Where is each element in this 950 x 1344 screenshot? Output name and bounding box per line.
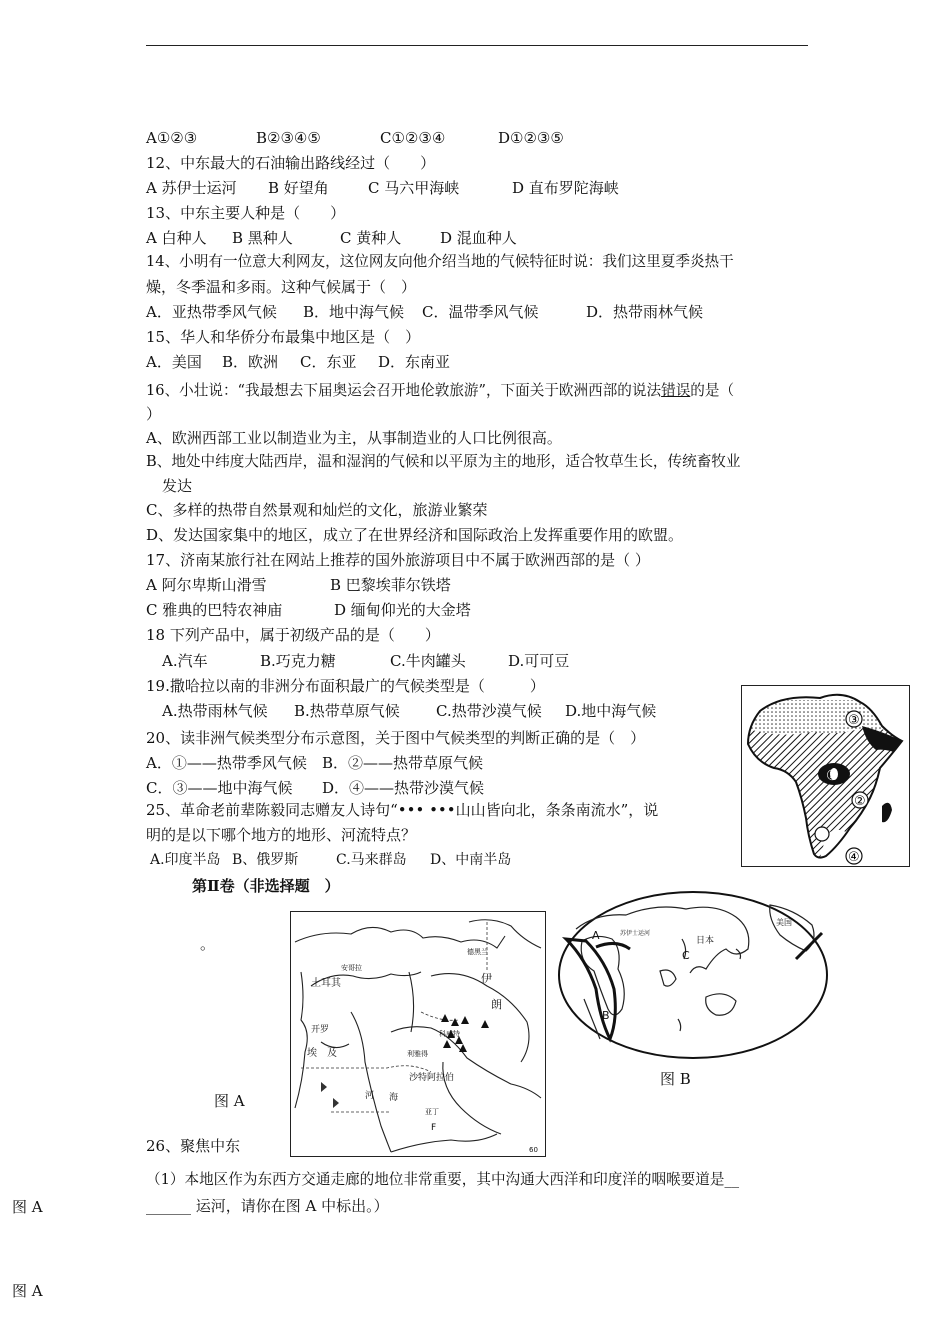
q14-option-a: A．亚热带季风气候 (146, 303, 277, 321)
map-a-label-ankara: 安哥拉 (341, 964, 362, 972)
q25-stem-line1: 25、革命老前辈陈毅同志赠友人诗句“••• •••山山皆向北，条条南流水”，说 (146, 801, 659, 819)
q20-option-d: D．④——热带沙漠气候 (322, 779, 485, 797)
q12-option-a: A 苏伊士运河 (146, 179, 237, 197)
q16-stem-post: 的是（ (690, 382, 735, 399)
africa-label-2: ② (854, 794, 866, 809)
q19-option-d: D.地中海气候 (565, 702, 657, 720)
q15-option-a: A．美国 (146, 353, 202, 371)
q12-stem: 12、中东最大的石油输出路线经过（ ） (146, 154, 436, 172)
q14-stem-line1: 14、小明有一位意大利网友，这位网友向他介绍当地的气候特征时说：我们这里夏季炎热干 (146, 253, 734, 270)
q11-option-c: C①②③④ (380, 129, 446, 147)
q20-stem: 20、读非洲气候类型分布示意图，关于图中气候类型的判断正确的是（ ） (146, 729, 646, 747)
q13-option-d: D 混血种人 (440, 229, 517, 247)
map-a-label-f: F (431, 1123, 437, 1133)
q15-stem: 15、华人和华侨分布最集中地区是（ ） (146, 328, 421, 346)
q17-option-a: A 阿尔卑斯山滑雪 (146, 576, 267, 594)
q18-stem: 18 下列产品中，属于初级产品的是（ ） (146, 626, 440, 644)
q17-option-b: B 巴黎埃菲尔铁塔 (330, 576, 451, 594)
middle-east-map-drawing (291, 912, 545, 1156)
q25-option-b: B、俄罗斯 (232, 852, 299, 868)
map-a-label-sea: 海 (389, 1093, 399, 1103)
header-rule (146, 45, 808, 46)
q20-option-c: C．③——地中海气候 (146, 779, 293, 797)
middle-east-map (290, 911, 546, 1157)
margin-caption-2: 图 A (12, 1282, 43, 1300)
q26-line1: （1）本地区作为东西方交通走廊的地位非常重要，其中沟通大西洋和印度洋的咽喉要道是__ (146, 1171, 740, 1188)
q20-option-b: B．②——热带草原气候 (322, 754, 484, 772)
map-a-label-iran-2: 朗 (491, 998, 502, 1011)
q25-option-d: D、中南半岛 (430, 852, 512, 868)
map-b-label-usa: 美国 (776, 918, 792, 927)
q17-stem: 17、济南某旅行社在网站上推荐的国外旅游项目中不属于欧洲西部的是（ ） (146, 551, 650, 569)
q11-option-d: D①②③⑤ (498, 129, 564, 147)
q14-option-b: B．地中海气候 (303, 303, 405, 321)
q17-option-d: D 缅甸仰光的大金塔 (334, 601, 471, 619)
map-b-label-a: A (592, 929, 600, 942)
fig-b-caption: 图 B (660, 1070, 691, 1088)
q13-option-a: A 白种人 (146, 229, 207, 247)
q19-option-c: C.热带沙漠气候 (436, 702, 542, 720)
q18-option-c: C.牛肉罐头 (390, 652, 466, 670)
q20-option-a: A．①——热带季风气候 (146, 754, 307, 772)
q12-option-c: C 马六甲海峡 (368, 179, 460, 197)
map-b-label-japan: 日本 (696, 936, 715, 946)
q16-stem-line2: ） (146, 405, 162, 423)
q16-stem-underlined: 错误 (661, 382, 691, 399)
map-a-label-saudi: 沙特阿拉伯 (409, 1073, 455, 1083)
stray-mark: 。 (200, 935, 216, 953)
q18-option-a: A.汽车 (162, 652, 208, 670)
q14-option-d: D．热带雨林气候 (586, 303, 704, 321)
map-a-label-turkey: 土耳其 (311, 978, 341, 989)
map-a-label-60: 60 (529, 1146, 538, 1154)
map-b-label-b: B (602, 1009, 610, 1022)
q14-stem-line2: 燥，冬季温和多雨。这种气候属于（ ） (146, 278, 417, 296)
q26-title: 26、聚焦中东 (146, 1137, 241, 1155)
africa-label-4: ④ (848, 850, 860, 865)
map-a-label-cairo: 开罗 (311, 1025, 330, 1035)
q16-stem-pre: 16、小壮说：“我最想去下届奥运会召开地伦敦旅游”，下面关于欧洲西部的说法 (146, 382, 662, 399)
q16-option-b-line2: 发达 (162, 477, 193, 495)
map-a-label-riyadh: 利雅得 (407, 1050, 428, 1058)
q16-option-c: C、多样的热带自然景观和灿烂的文化，旅游业繁荣 (146, 501, 488, 519)
q12-option-b: B 好望角 (268, 179, 329, 197)
world-map (556, 889, 830, 1061)
africa-label-1: ① (826, 768, 839, 784)
margin-caption-1: 图 A (12, 1198, 43, 1216)
q13-option-c: C 黄种人 (340, 229, 402, 247)
map-a-label-tehran: 德黑兰 (467, 948, 488, 956)
q25-option-c: C.马来群岛 (336, 852, 407, 868)
q15-option-c: C．东亚 (300, 353, 357, 371)
map-a-label-aden: 亚丁 (425, 1108, 439, 1116)
q11-option-b: B②③④⑤ (256, 129, 321, 147)
q19-stem: 19.撒哈拉以南的非洲分布面积最广的气候类型是（ ） (146, 677, 545, 695)
map-a-label-egypt-1: 埃 (307, 1048, 317, 1059)
q25-option-a: A.印度半岛 (150, 852, 221, 868)
map-a-label-kuwait: 科威特 (439, 1030, 460, 1038)
q15-option-d: D．东南亚 (378, 353, 451, 371)
q13-option-b: B 黑种人 (232, 229, 293, 247)
map-a-label-egypt-2: 及 (327, 1048, 337, 1059)
q18-option-d: D.可可豆 (508, 652, 570, 670)
q25-stem-line2: 明的是以下哪个地方的地形、河流特点？ (146, 826, 417, 844)
africa-climate-map (741, 685, 910, 867)
map-a-label-iran-1: 伊 (481, 972, 492, 985)
q11-option-a: A①②③ (146, 129, 198, 147)
q16-option-a: A、欧洲西部工业以制造业为主，从事制造业的人口比例很高。 (146, 429, 562, 447)
q16-option-b-line1: B、地处中纬度大陆西岸，温和湿润的气候和以平原为主的地形，适合牧草生长，传统畜牧业 (146, 453, 741, 470)
q19-option-b: B.热带草原气候 (294, 702, 400, 720)
q14-option-c: C．温带季风气候 (422, 303, 539, 321)
q13-stem: 13、中东主要人种是（ ） (146, 204, 346, 222)
section2-title: 第Ⅱ卷（非选择题 ） (192, 877, 340, 895)
africa-climate-map-drawing (742, 686, 909, 866)
africa-label-3: ③ (848, 713, 860, 728)
map-b-label-suez: 苏伊士运河 (620, 930, 651, 937)
world-map-drawing (556, 889, 830, 1061)
q16-stem (146, 381, 734, 401)
q19-option-a: A.热带雨林气候 (162, 702, 268, 720)
map-a-label-river: 河 (365, 1091, 375, 1101)
q18-option-b: B.巧克力糖 (260, 652, 336, 670)
map-b-label-c: C (682, 949, 690, 962)
fig-a-caption: 图 A (214, 1092, 245, 1110)
q15-option-b: B．欧洲 (222, 353, 279, 371)
q17-option-c: C 雅典的巴特农神庙 (146, 601, 283, 619)
q12-option-d: D 直布罗陀海峡 (512, 179, 619, 197)
q16-option-d: D、发达国家集中的地区，成立了在世界经济和国际政治上发挥重要作用的欧盟。 (146, 526, 684, 544)
q26-line2: ______ 运河，请你在图 A 中标出。） (146, 1197, 389, 1215)
